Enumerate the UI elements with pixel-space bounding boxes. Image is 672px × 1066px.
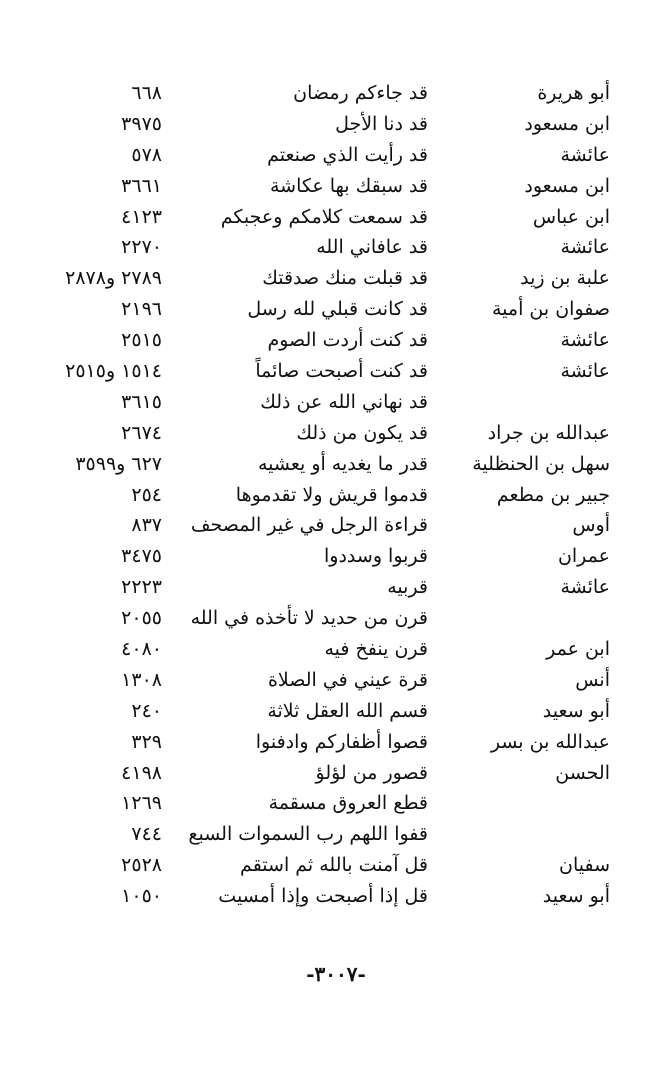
narrator-name: عائشة [560, 143, 610, 166]
narrator-name: ابن عمر [546, 638, 610, 661]
hadith-incipit: قد دنا الأجل [335, 112, 428, 135]
narrator-name: عبدالله بن بسر [490, 730, 610, 753]
hadith-incipit: قد قبلت منك صدقتك [262, 267, 428, 290]
index-row [0, 819, 672, 850]
hadith-reference-number: ٣٢٩ [131, 730, 162, 753]
hadith-incipit: قد كنت أردت الصوم [267, 329, 428, 352]
index-row [0, 572, 672, 603]
hadith-incipit: قدموا قريش ولا تقدموها [235, 483, 428, 506]
hadith-incipit: قرة عيني في الصلاة [267, 668, 428, 691]
narrator-name: ابن عباس [532, 205, 610, 228]
hadith-reference-number: ١٢٦٩ [121, 792, 162, 815]
hadith-reference-number: ٣٦١٥ [121, 390, 162, 413]
hadith-incipit: قد سمعت كلامكم وعجبكم [220, 205, 428, 228]
narrator-name: عائشة [560, 360, 610, 383]
narrator-name: أبو هريرة [537, 82, 610, 104]
index-row [0, 78, 672, 109]
index-row [0, 634, 672, 665]
index-row [0, 758, 672, 789]
narrator-name: سفيان [558, 854, 610, 877]
hadith-reference-number: ٢٤٠ [131, 699, 162, 722]
hadith-incipit: قرن ينفخ فيه [324, 638, 428, 661]
hadith-incipit: قدر ما يغديه أو يعشيه [257, 452, 428, 475]
narrator-name: أوس [572, 514, 610, 537]
narrator-name: أنس [575, 668, 610, 691]
narrator-name: ابن مسعود [524, 112, 610, 135]
hadith-incipit: قد يكون من ذلك [296, 421, 428, 444]
index-row [0, 140, 672, 171]
hadith-incipit: قصوا أظفاركم وادفنوا [255, 730, 428, 753]
hadith-incipit: قرن من حديد لا تأخذه في الله [190, 607, 428, 630]
index-row [0, 541, 672, 572]
index-row [0, 418, 672, 449]
hadith-incipit: قد سبقك بها عكاشة [269, 174, 428, 197]
hadith-incipit: قربيه [387, 576, 428, 599]
index-row [0, 232, 672, 263]
narrator-name: جبير بن مطعم [496, 483, 610, 506]
index-row [0, 325, 672, 356]
hadith-incipit: قد كانت قبلي لله رسل [247, 298, 428, 321]
narrator-name: عمران [557, 545, 610, 568]
hadith-incipit: قربوا وسددوا [324, 545, 428, 568]
index-row [0, 665, 672, 696]
index-row [0, 881, 672, 912]
index-row [0, 603, 672, 634]
index-row [0, 449, 672, 480]
narrator-name: عائشة [560, 329, 610, 352]
hadith-reference-number: ١٠٥٠ [121, 885, 162, 908]
narrator-name: أبو سعيد [542, 699, 610, 722]
hadith-reference-number: ٢٢٢٣ [121, 576, 162, 599]
hadith-reference-number: ٢٢٧٠ [121, 236, 162, 259]
narrator-name: سهل بن الحنظلية [472, 452, 610, 475]
hadith-reference-number: ٣٩٧٥ [121, 112, 162, 135]
page-number: -٣٠٠٧- [306, 962, 366, 986]
index-row [0, 727, 672, 758]
index-row [0, 109, 672, 140]
hadith-reference-number: ٣٦٦١ [121, 174, 162, 197]
hadith-reference-number: ٤١٩٨ [121, 761, 162, 784]
hadith-incipit: قصور من لؤلؤ [315, 761, 428, 784]
hadith-reference-number: ٤٠٨٠ [121, 638, 162, 661]
hadith-incipit: قراءة الرجل في غير المصحف [190, 514, 428, 537]
hadith-reference-number: ٧٤٤ [131, 823, 162, 846]
hadith-reference-number: ٢٥١٥ [121, 329, 162, 352]
index-row [0, 387, 672, 418]
index-row [0, 788, 672, 819]
narrator-name: عائشة [560, 236, 610, 259]
hadith-incipit: قفوا اللهم رب السموات السبع [188, 823, 428, 846]
hadith-reference-number: ٢١٩٦ [121, 298, 162, 321]
narrator-name: صفوان بن أمية [492, 298, 610, 321]
hadith-reference-number: ٢٧٨٩ و٢٨٧٨ [65, 267, 162, 290]
narrator-name: عبدالله بن جراد [487, 421, 610, 444]
hadith-incipit: قطع العروق مسقمة [268, 792, 428, 815]
hadith-reference-number: ١٥١٤ و٢٥١٥ [65, 360, 162, 383]
hadith-incipit: قد عافاني الله [316, 236, 428, 259]
hadith-incipit: قد رأيت الذي صنعتم [267, 143, 428, 166]
hadith-reference-number: ٤١٢٣ [121, 205, 162, 228]
hadith-incipit: قد كنت أصبحت صائماً [255, 360, 428, 383]
narrator-name: عائشة [560, 576, 610, 599]
hadith-reference-number: ٢٦٧٤ [121, 421, 162, 444]
hadith-reference-number: ٥٧٨ [131, 143, 162, 166]
narrator-name: الحسن [555, 761, 610, 784]
index-row [0, 480, 672, 511]
narrator-name: علبة بن زيد [520, 267, 610, 290]
hadith-incipit: قل آمنت بالله ثم استقم [240, 854, 428, 877]
hadith-reference-number: ٢٠٥٥ [121, 607, 162, 630]
index-row [0, 850, 672, 881]
narrator-name: أبو سعيد [542, 885, 610, 908]
index-row [0, 202, 672, 233]
hadith-reference-number: ٣٤٧٥ [121, 545, 162, 568]
index-row [0, 294, 672, 325]
hadith-reference-number: ٨٣٧ [131, 514, 162, 537]
hadith-reference-number: ٦٦٨ [131, 82, 162, 104]
hadith-reference-number: ١٣٠٨ [121, 668, 162, 691]
index-row [0, 510, 672, 541]
hadith-reference-number: ٢٥٤ [131, 483, 162, 506]
hadith-incipit: قل إذا أصبحت وإذا أمسيت [218, 885, 428, 908]
index-row [0, 171, 672, 202]
hadith-incipit: قسم الله العقل ثلاثة [267, 699, 428, 722]
hadith-reference-number: ٢٥٢٨ [121, 854, 162, 877]
hadith-incipit: قد جاءكم رمضان [293, 82, 428, 104]
index-row [0, 696, 672, 727]
index-row [0, 263, 672, 294]
hadith-index-table [0, 78, 672, 912]
index-row [0, 356, 672, 387]
hadith-incipit: قد نهاني الله عن ذلك [260, 390, 428, 413]
hadith-reference-number: ٦٢٧ و٣٥٩٩ [75, 452, 162, 475]
narrator-name: ابن مسعود [524, 174, 610, 197]
